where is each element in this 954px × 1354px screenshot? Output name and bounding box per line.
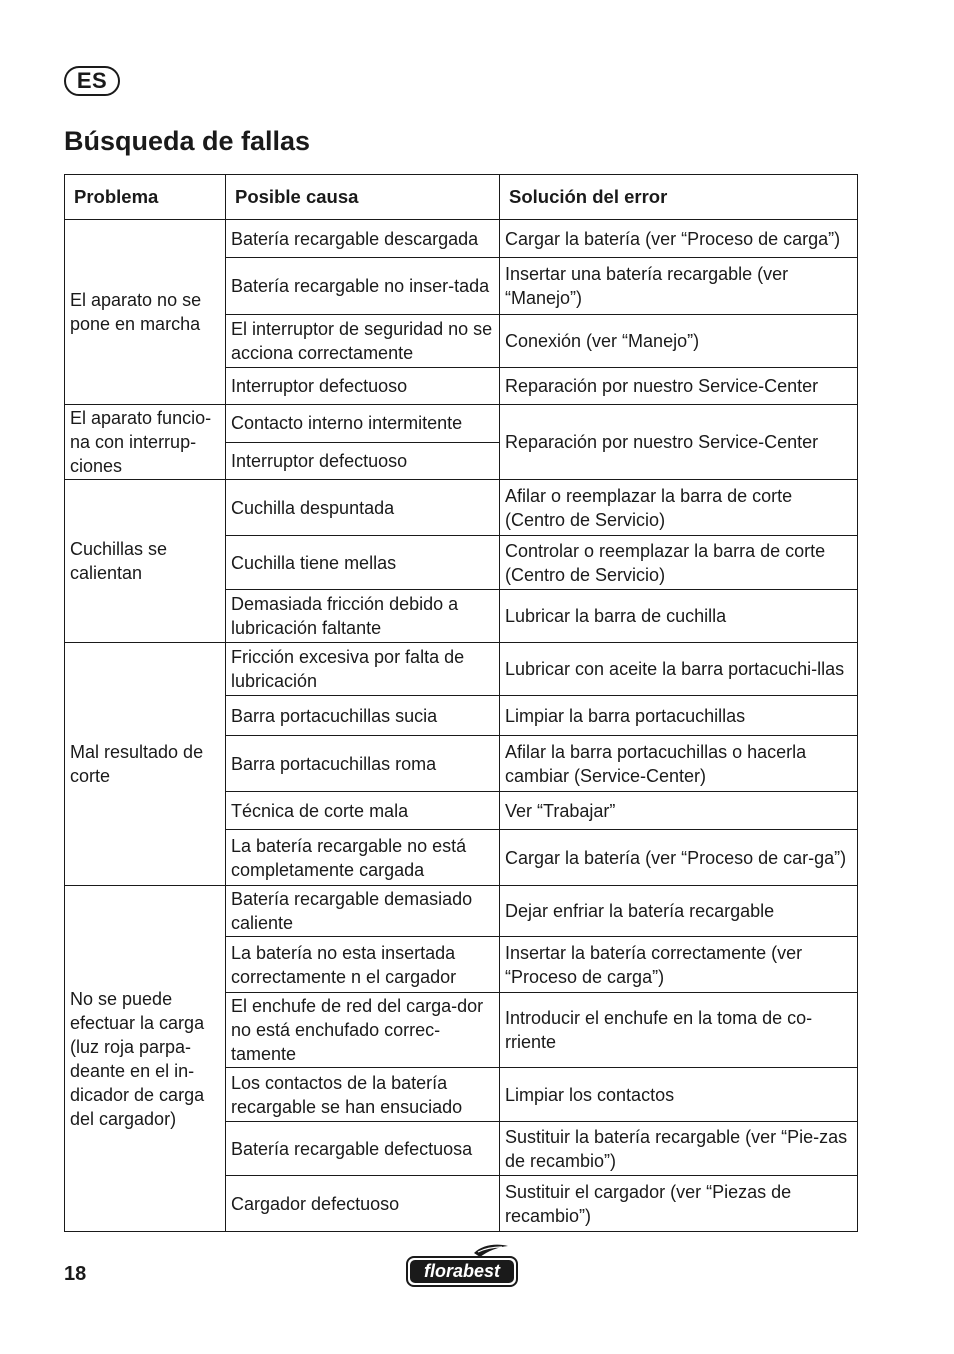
florabest-logo bbox=[404, 1243, 520, 1289]
cause-cell: Contacto interno intermitente bbox=[226, 405, 500, 443]
cause-cell: Técnica de corte mala bbox=[226, 792, 500, 830]
column-header-cause: Posible causa bbox=[226, 175, 500, 220]
cause-cell: Batería recargable demasiado caliente bbox=[226, 886, 500, 937]
solution-cell: Afilar o reemplazar la barra de corte (Centro de Servicio) bbox=[500, 480, 858, 536]
solution-cell: Limpiar la barra portacuchillas bbox=[500, 696, 858, 736]
cause-cell: Batería recargable defectuosa bbox=[226, 1122, 500, 1176]
solution-cell: Introducir el enchufe en la toma de co-rriente bbox=[500, 993, 858, 1068]
problem-cell: No se puede efectuar la carga (luz roja parpa-deante en el in-dicador de carga del cargador) bbox=[65, 886, 226, 1232]
cause-cell: Cargador defectuoso bbox=[226, 1176, 500, 1232]
solution-cell: Insertar la batería correctamente (ver “Proceso de carga”) bbox=[500, 937, 858, 993]
language-badge: ES bbox=[64, 66, 120, 96]
solution-cell: Cargar la batería (ver “Proceso de carga”) bbox=[500, 220, 858, 258]
table-row bbox=[65, 220, 858, 258]
solution-cell: Afilar la barra portacuchillas o hacerla cambiar (Service-Center) bbox=[500, 736, 858, 792]
solution-cell: Lubricar con aceite la barra portacuchi-llas bbox=[500, 643, 858, 696]
table-header-row bbox=[65, 175, 858, 220]
solution-cell: Sustituir el cargador (ver “Piezas de recambio”) bbox=[500, 1176, 858, 1232]
problem-cell: Cuchillas se calientan bbox=[65, 480, 226, 643]
cause-cell: Fricción excesiva por falta de lubricación bbox=[226, 643, 500, 696]
troubleshooting-table bbox=[64, 174, 858, 1232]
page-number: 18 bbox=[64, 1263, 87, 1285]
cause-cell: Barra portacuchillas roma bbox=[226, 736, 500, 792]
table-row bbox=[65, 405, 858, 443]
cause-cell: La batería no esta insertada correctamente n el cargador bbox=[226, 937, 500, 993]
logo-wordmark: florabest bbox=[423, 1261, 501, 1281]
problem-cell: Mal resultado de corte bbox=[65, 643, 226, 886]
cause-cell: Los contactos de la batería recargable se han ensuciado bbox=[226, 1068, 500, 1122]
column-header-solution: Solución del error bbox=[500, 175, 858, 220]
solution-cell: Reparación por nuestro Service-Center bbox=[500, 405, 858, 480]
table-row bbox=[65, 480, 858, 536]
solution-cell: Insertar una batería recargable (ver “Manejo”) bbox=[500, 258, 858, 315]
cause-cell: Cuchilla tiene mellas bbox=[226, 536, 500, 590]
cause-cell: El enchufe de red del carga-dor no está enchufado correc-tamente bbox=[226, 993, 500, 1068]
solution-cell: Conexión (ver “Manejo”) bbox=[500, 315, 858, 368]
cause-cell: La batería recargable no está completamente cargada bbox=[226, 830, 500, 886]
table-row bbox=[65, 643, 858, 696]
cause-cell: Barra portacuchillas sucia bbox=[226, 696, 500, 736]
cause-cell: Batería recargable no inser-tada bbox=[226, 258, 500, 315]
cause-cell: Demasiada fricción debido a lubricación faltante bbox=[226, 590, 500, 643]
solution-cell: Dejar enfriar la batería recargable bbox=[500, 886, 858, 937]
solution-cell: Reparación por nuestro Service-Center bbox=[500, 368, 858, 405]
page-title: Búsqueda de fallas bbox=[64, 126, 311, 156]
solution-cell: Controlar o reemplazar la barra de corte (Centro de Servicio) bbox=[500, 536, 858, 590]
solution-cell: Lubricar la barra de cuchilla bbox=[500, 590, 858, 643]
solution-cell: Limpiar los contactos bbox=[500, 1068, 858, 1122]
cause-cell: Interruptor defectuoso bbox=[226, 368, 500, 405]
cause-cell: El interruptor de seguridad no se acciona correctamente bbox=[226, 315, 500, 368]
cause-cell: Interruptor defectuoso bbox=[226, 442, 500, 480]
column-header-problem: Problema bbox=[65, 175, 226, 220]
solution-cell: Cargar la batería (ver “Proceso de car-ga”) bbox=[500, 830, 858, 886]
cause-cell: Cuchilla despuntada bbox=[226, 480, 500, 536]
solution-cell: Ver “Trabajar” bbox=[500, 792, 858, 830]
cause-cell: Batería recargable descargada bbox=[226, 220, 500, 258]
problem-cell: El aparato funcio-na con interrup-ciones bbox=[65, 405, 226, 480]
table-row bbox=[65, 886, 858, 937]
problem-cell: El aparato no se pone en marcha bbox=[65, 220, 226, 405]
solution-cell: Sustituir la batería recargable (ver “Pie-zas de recambio”) bbox=[500, 1122, 858, 1176]
